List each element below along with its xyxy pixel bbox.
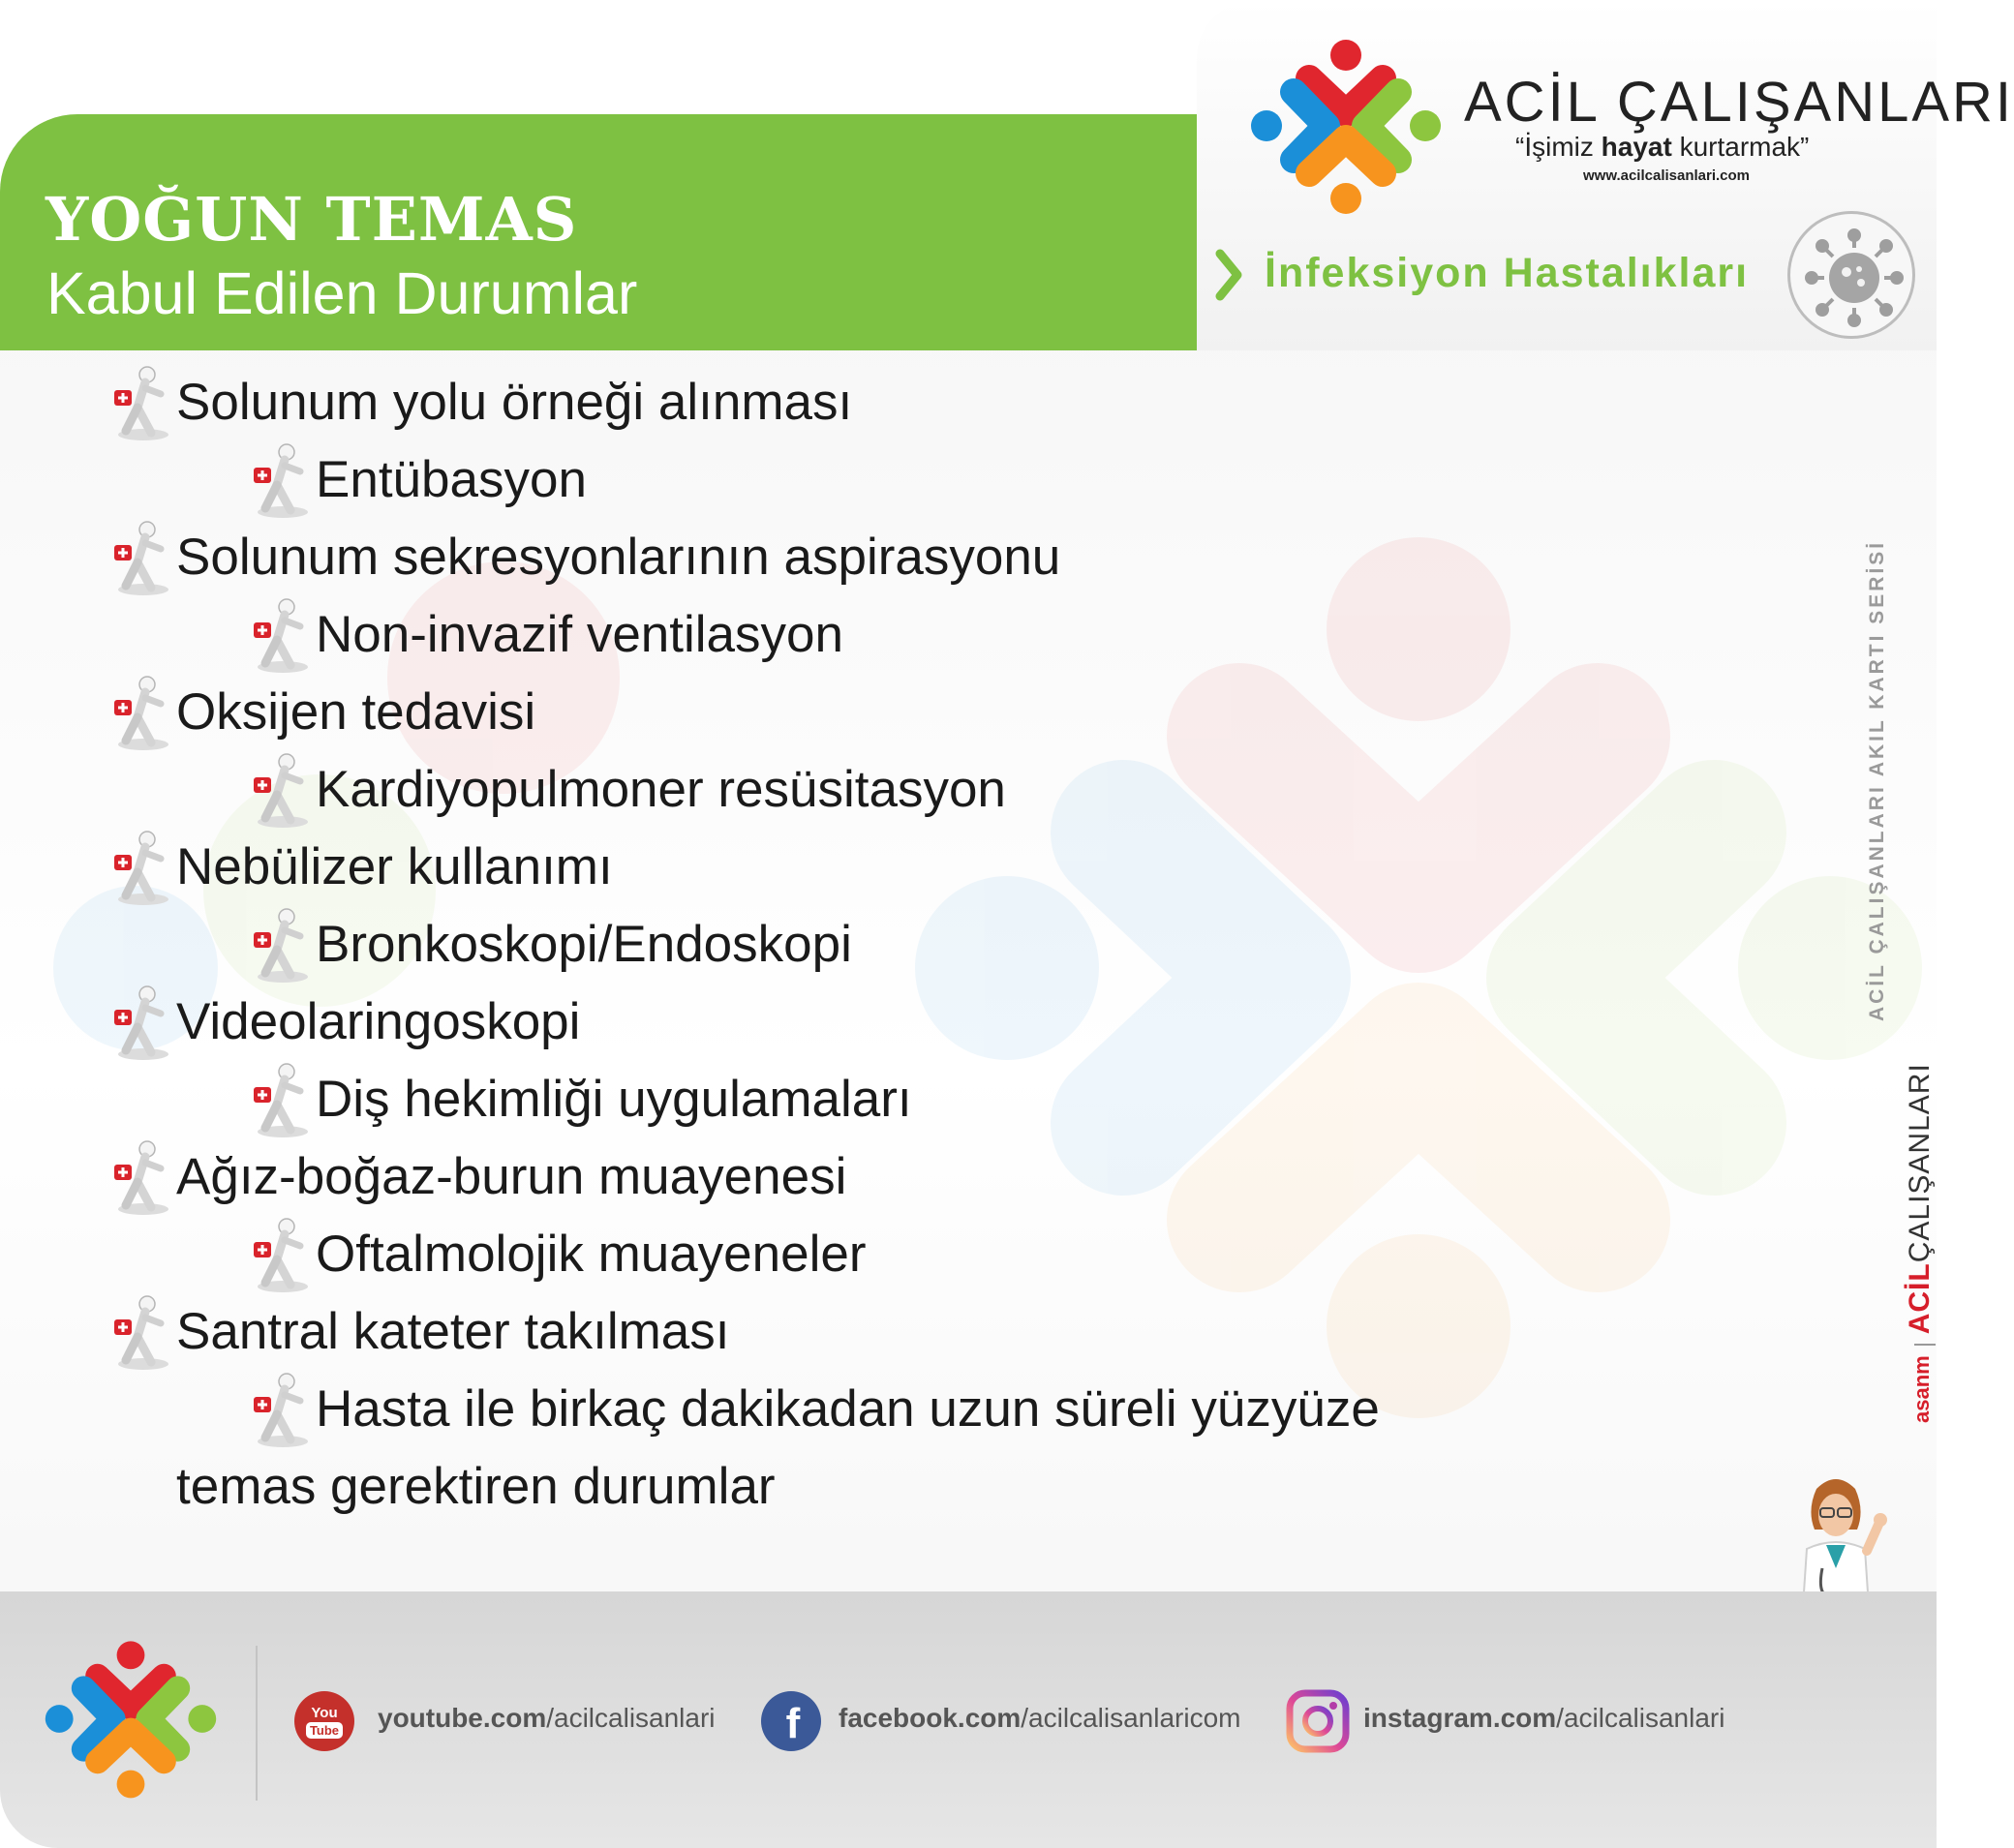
- list-item: Solunum yolu örneği alınması: [176, 374, 853, 431]
- first-aid-runner-bullet-icon: [248, 442, 310, 520]
- instagram-path: /acilcalisanlari: [1556, 1703, 1725, 1733]
- page-title: YOĞUN TEMAS: [46, 184, 578, 255]
- side-acil-text: ACİL: [1904, 1262, 1936, 1335]
- first-aid-runner-bullet-icon: [248, 752, 310, 830]
- first-aid-runner-bullet-icon: [248, 907, 310, 985]
- list-item: Solunum sekresyonlarının aspirasyonu: [176, 529, 1061, 586]
- slogan-open: “İşimiz: [1515, 132, 1602, 162]
- page-subtitle: Kabul Edilen Durumlar: [46, 260, 638, 326]
- youtube-icon[interactable]: [292, 1689, 356, 1753]
- first-aid-runner-bullet-icon: [108, 830, 170, 907]
- instagram-domain: instagram.com: [1363, 1703, 1557, 1733]
- first-aid-runner-bullet-icon: [248, 597, 310, 675]
- youtube-badge-top: You: [311, 1705, 338, 1721]
- facebook-domain: facebook.com: [839, 1703, 1022, 1733]
- brand-slogan: [1515, 132, 1809, 163]
- first-aid-runner-bullet-icon: [108, 985, 170, 1062]
- first-aid-runner-bullet-icon: [248, 1062, 310, 1139]
- list-subitem: Oftalmolojik muayeneler: [316, 1226, 867, 1283]
- list-item: Oksijen tedavisi: [176, 683, 536, 741]
- youtube-link[interactable]: [378, 1703, 716, 1734]
- brand-logo-icon: [1249, 34, 1443, 218]
- list-item-continuation: temas gerektiren durumlar: [176, 1458, 776, 1515]
- brand-url: www.acilcalisanlari.com: [1583, 167, 1751, 184]
- youtube-domain: youtube.com: [378, 1703, 547, 1733]
- list-item: Nebülizer kullanımı: [176, 838, 613, 895]
- facebook-icon[interactable]: [759, 1689, 823, 1753]
- category-label: İnfeksiyon Hastalıkları: [1265, 250, 1750, 296]
- list-item: Santral kateter takılması: [176, 1303, 730, 1360]
- facebook-path: /acilcalisanlaricom: [1021, 1703, 1241, 1733]
- list-subitem: Entübasyon: [316, 451, 587, 508]
- facebook-link[interactable]: [839, 1703, 1240, 1734]
- instagram-icon[interactable]: [1286, 1689, 1350, 1753]
- first-aid-runner-bullet-icon: [108, 1294, 170, 1372]
- youtube-badge-bottom: Tube: [309, 1723, 340, 1738]
- side-calisanlari-text: ÇALIŞANLARI: [1904, 1063, 1936, 1263]
- chevron-right-icon: [1214, 248, 1243, 302]
- list-item: Videolaringoskopi: [176, 993, 581, 1050]
- youtube-path: /acilcalisanlari: [546, 1703, 716, 1733]
- first-aid-runner-bullet-icon: [108, 365, 170, 442]
- first-aid-runner-bullet-icon: [108, 1139, 170, 1217]
- list-item: Ağız-boğaz-burun muayenesi: [176, 1148, 847, 1205]
- slogan-close: kurtarmak”: [1671, 132, 1810, 162]
- first-aid-runner-bullet-icon: [108, 520, 170, 597]
- virus-icon: [1803, 227, 1906, 329]
- first-aid-runner-bullet-icon: [248, 1372, 310, 1449]
- list-subitem: Non-invazif ventilasyon: [316, 606, 843, 663]
- side-asanm-logo: asanm: [1909, 1355, 1934, 1423]
- virus-badge: [1787, 211, 1915, 339]
- first-aid-runner-bullet-icon: [108, 675, 170, 752]
- side-divider: [1914, 1344, 1936, 1346]
- instagram-link[interactable]: [1363, 1703, 1724, 1734]
- facebook-glyph: f: [785, 1700, 801, 1747]
- slogan-bold: hayat: [1601, 132, 1672, 162]
- footer-divider: [256, 1646, 258, 1801]
- series-text: ACİL ÇALIŞANLARI AKIL KARTI SERİSİ: [1866, 539, 1888, 1021]
- footer-logo-icon: [44, 1634, 218, 1803]
- list-subitem: Hasta ile birkaç dakikadan uzun süreli yüzyüze: [316, 1380, 1380, 1438]
- brand-name: ACİL ÇALIŞANLARI: [1464, 71, 2014, 134]
- list-subitem: Kardiyopulmoner resüsitasyon: [316, 761, 1006, 818]
- first-aid-runner-bullet-icon: [248, 1217, 310, 1294]
- list-subitem: Bronkoskopi/Endoskopi: [316, 916, 852, 973]
- list-subitem: Diş hekimliği uygulamaları: [316, 1071, 912, 1128]
